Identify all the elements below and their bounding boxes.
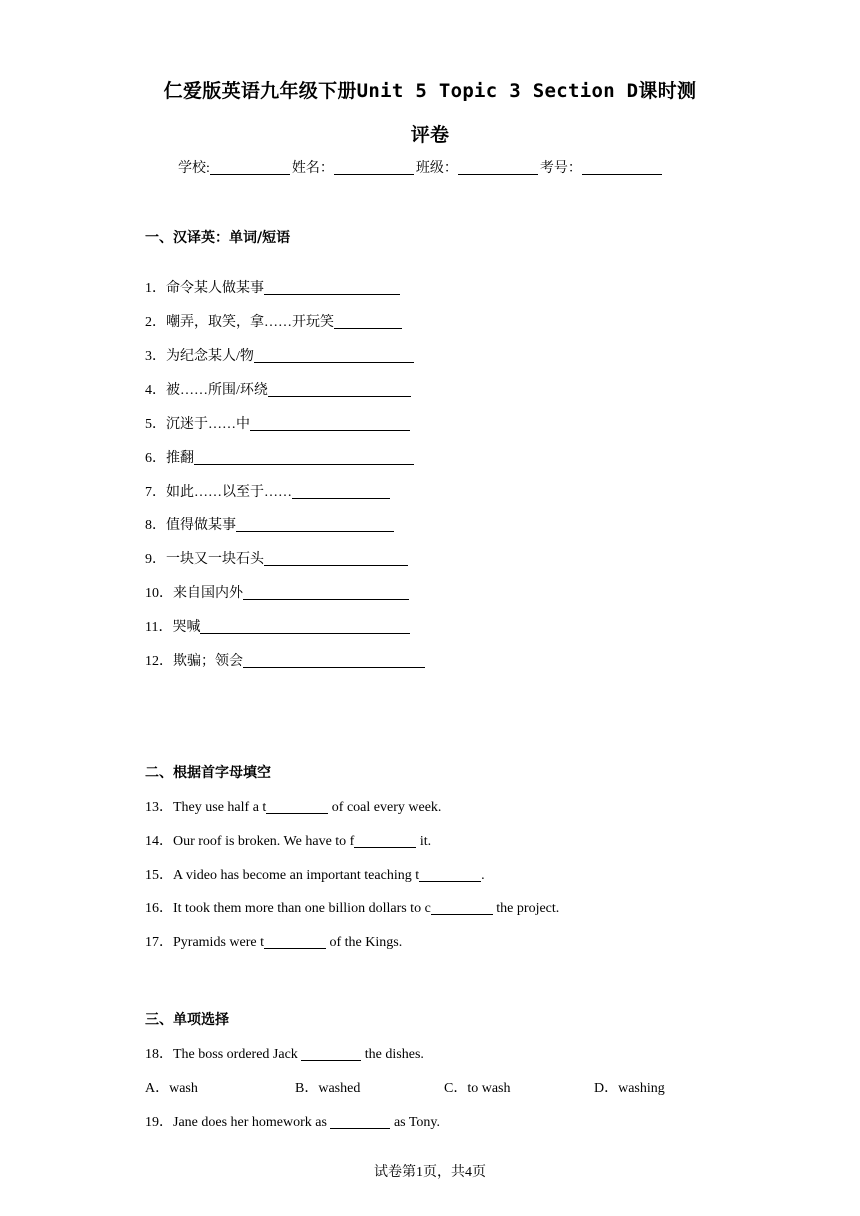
question-text: It took them more than one billion dollars to c [173, 901, 431, 916]
number-label: 考号： [539, 161, 582, 176]
question-text: 推翻 [166, 451, 194, 466]
answer-blank[interactable] [266, 799, 328, 814]
page-title-continued: 评卷 [410, 124, 450, 146]
question-text: 欺骗；领会 [173, 654, 243, 669]
answer-blank[interactable] [330, 1114, 390, 1129]
option-d[interactable]: D．washing [594, 1081, 665, 1096]
name-blank[interactable] [334, 160, 414, 175]
answer-blank[interactable] [200, 619, 410, 634]
question-15 [145, 864, 485, 884]
question-text: 如此……以至于…… [166, 485, 292, 500]
question-text: Pyramids were t [173, 935, 264, 950]
question-text: the dishes. [361, 1047, 424, 1062]
school-label: 学校: [178, 161, 210, 176]
question-19 [145, 1111, 440, 1131]
student-info-line [178, 157, 664, 177]
page-title: 仁爱版英语九年级下册Unit 5 Topic 3 Section D课时测 [163, 80, 697, 102]
option-b[interactable]: B．washed [295, 1081, 361, 1096]
section3-heading: 三、单项选择 [145, 1012, 229, 1028]
answer-blank[interactable] [301, 1046, 361, 1061]
question-number: 3． [145, 349, 166, 364]
question-3 [145, 345, 414, 365]
question-5 [145, 413, 410, 433]
question-text: 一块又一块石头 [166, 552, 264, 567]
question-number: 6． [145, 451, 166, 466]
answer-blank[interactable] [354, 833, 416, 848]
question-text: it. [416, 834, 432, 849]
option-c[interactable]: C．to wash [444, 1081, 511, 1096]
class-blank[interactable] [458, 160, 538, 175]
question-number: 4． [145, 383, 166, 398]
question-number: 8． [145, 518, 166, 533]
name-label: 姓名： [291, 161, 334, 176]
question-13 [145, 796, 441, 816]
question-text: 被……所围/环绕 [166, 383, 268, 398]
answer-blank[interactable] [334, 314, 402, 329]
question-6 [145, 447, 414, 467]
answer-blank[interactable] [243, 653, 425, 668]
section2-heading: 二、根据首字母填空 [145, 765, 271, 781]
answer-blank[interactable] [194, 450, 414, 465]
question-7 [145, 481, 390, 501]
question-4 [145, 379, 411, 399]
answer-blank[interactable] [243, 585, 409, 600]
question-text: 沉迷于……中 [166, 417, 250, 432]
question-12 [145, 650, 425, 670]
question-text: A video has become an important teaching t [173, 868, 420, 883]
answer-blank[interactable] [264, 551, 408, 566]
question-text: 为纪念某人/物 [166, 349, 254, 364]
answer-blank[interactable] [264, 280, 400, 295]
answer-blank[interactable] [268, 382, 411, 397]
question-number: 10． [145, 586, 173, 601]
question-11 [145, 616, 410, 636]
question-number: 9． [145, 552, 166, 567]
question-17 [145, 931, 402, 951]
question-number: 2． [145, 315, 166, 330]
question-18 [145, 1043, 424, 1063]
question-number: 19． [145, 1115, 173, 1130]
class-label: 班级： [415, 161, 458, 176]
question-2 [145, 311, 402, 331]
question-text: . [481, 868, 485, 883]
question-9 [145, 548, 408, 568]
answer-blank[interactable] [264, 934, 326, 949]
question-number: 5． [145, 417, 166, 432]
question-text: 嘲弄，取笑，拿……开玩笑 [166, 315, 334, 330]
question-number: 12． [145, 654, 173, 669]
question-1 [145, 277, 400, 297]
question-text: as Tony. [390, 1115, 441, 1130]
question-text: They use half a t [173, 800, 267, 815]
question-number: 13． [145, 800, 173, 815]
question-text: 来自国内外 [173, 586, 243, 601]
question-text: The boss ordered Jack [173, 1047, 302, 1062]
question-text: of coal every week. [328, 800, 442, 815]
answer-blank[interactable] [431, 900, 493, 915]
answer-blank[interactable] [292, 484, 390, 499]
question-text: Our roof is broken. We have to f [173, 834, 355, 849]
question-text: 命令某人做某事 [166, 281, 264, 296]
answer-blank[interactable] [419, 867, 481, 882]
school-blank[interactable] [210, 160, 290, 175]
question-number: 17． [145, 935, 173, 950]
answer-blank[interactable] [236, 517, 394, 532]
question-text: Jane does her homework as [173, 1115, 331, 1130]
question-16 [145, 897, 559, 917]
question-10 [145, 582, 409, 602]
question-text: the project. [492, 901, 560, 916]
question-text: 值得做某事 [166, 518, 236, 533]
question-number: 7． [145, 485, 166, 500]
question-number: 1． [145, 281, 166, 296]
section1-heading: 一、汉译英：单词/短语 [145, 230, 291, 246]
answer-blank[interactable] [254, 348, 414, 363]
option-a[interactable]: A．wash [145, 1081, 198, 1096]
page-footer: 试卷第1页，共4页 [374, 1165, 486, 1180]
question-text: of the Kings. [325, 935, 403, 950]
question-number: 11． [145, 620, 173, 635]
question-number: 18． [145, 1047, 173, 1062]
question-number: 16． [145, 901, 173, 916]
number-blank[interactable] [582, 160, 662, 175]
answer-blank[interactable] [250, 416, 410, 431]
question-8 [145, 514, 394, 534]
question-14 [145, 830, 431, 850]
question-number: 14． [145, 834, 173, 849]
question-text: 哭喊 [172, 620, 201, 635]
question-number: 15． [145, 868, 173, 883]
